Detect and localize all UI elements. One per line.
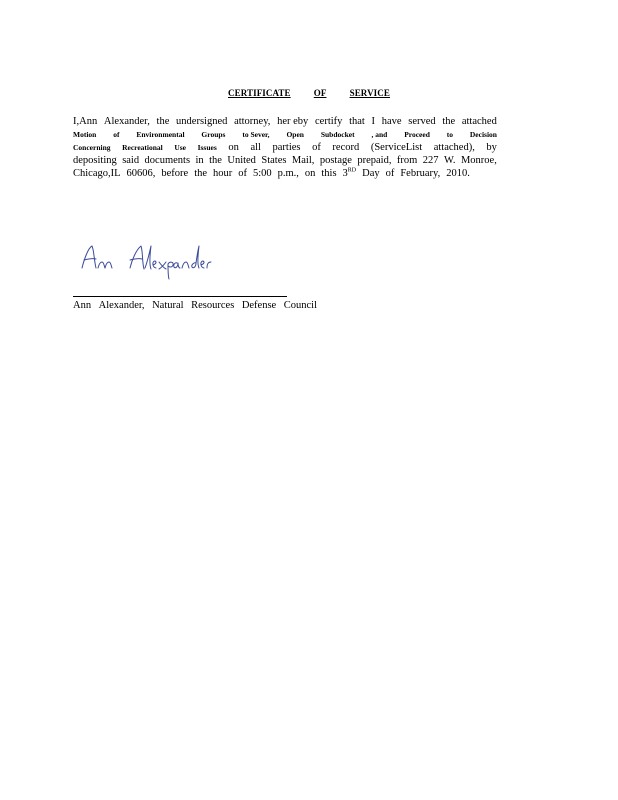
word: Issues bbox=[197, 143, 217, 152]
word: Council bbox=[283, 300, 317, 311]
word: the bbox=[156, 116, 170, 127]
signature-line bbox=[73, 296, 287, 297]
word: I,Ann bbox=[73, 116, 98, 127]
word: parties bbox=[272, 142, 301, 153]
word: the bbox=[442, 116, 456, 127]
title-word-certificate: CERTIFICATE bbox=[228, 88, 291, 98]
word: 60606, bbox=[126, 168, 156, 179]
word: attorney, bbox=[234, 116, 271, 127]
certificate-paragraph bbox=[73, 115, 497, 180]
word: served bbox=[408, 116, 436, 127]
word: Concerning bbox=[73, 143, 111, 152]
word: attached), bbox=[433, 142, 475, 153]
word: all bbox=[250, 142, 261, 153]
word: on bbox=[228, 142, 239, 153]
word: of bbox=[312, 142, 321, 153]
word: that bbox=[349, 116, 365, 127]
word: to bbox=[446, 130, 453, 139]
word: record bbox=[332, 142, 360, 153]
word: Groups bbox=[201, 130, 226, 139]
word: Proceed bbox=[404, 130, 430, 139]
word: depositing bbox=[73, 155, 117, 166]
paragraph-line-1 bbox=[73, 115, 497, 128]
word: of bbox=[113, 130, 120, 139]
word: Chicago,IL bbox=[73, 168, 121, 179]
word: 2010. bbox=[446, 168, 470, 179]
word: prepaid, bbox=[357, 155, 392, 166]
word: Open bbox=[286, 130, 304, 139]
word: Day bbox=[362, 168, 380, 179]
word: in bbox=[195, 155, 204, 166]
signatory-name bbox=[73, 300, 317, 311]
word: , and bbox=[371, 130, 388, 139]
word: Subdocket bbox=[320, 130, 355, 139]
word: on bbox=[304, 168, 316, 179]
word: W. bbox=[443, 155, 456, 166]
word: Mail, bbox=[291, 155, 315, 166]
word: Alexander, bbox=[98, 300, 145, 311]
word: 5:00 bbox=[252, 168, 272, 179]
word: Alexander, bbox=[103, 116, 150, 127]
word: said bbox=[122, 155, 140, 166]
word: Recreational bbox=[122, 143, 163, 152]
word: this bbox=[321, 168, 337, 179]
word: certify bbox=[315, 116, 343, 127]
handwritten-signature bbox=[78, 240, 218, 280]
word: from bbox=[396, 155, 418, 166]
page-title bbox=[228, 88, 390, 98]
word: (ServiceList bbox=[370, 142, 423, 153]
word: Motion bbox=[73, 130, 97, 139]
word: have bbox=[381, 116, 402, 127]
word: documents bbox=[144, 155, 191, 166]
word: attached bbox=[461, 116, 497, 127]
word: Ann bbox=[73, 300, 92, 311]
word: Use bbox=[174, 143, 187, 152]
word: her eby bbox=[277, 116, 309, 127]
word: hour bbox=[213, 168, 233, 179]
word: of bbox=[385, 168, 395, 179]
word: United bbox=[227, 155, 256, 166]
word: to Sever, bbox=[242, 130, 270, 139]
word: by bbox=[486, 142, 497, 153]
ordinal-suffix: RD bbox=[347, 167, 357, 174]
paragraph-line-3 bbox=[73, 141, 497, 154]
word: postage bbox=[319, 155, 352, 166]
paragraph-line-4 bbox=[73, 154, 497, 167]
word: Monroe, bbox=[460, 155, 497, 166]
word: February, bbox=[400, 168, 441, 179]
word: undersigned bbox=[176, 116, 228, 127]
word: Environmental bbox=[136, 130, 185, 139]
word: Natural bbox=[152, 300, 184, 311]
word: 227 bbox=[422, 155, 439, 166]
word: I bbox=[371, 116, 376, 127]
word: Defense bbox=[241, 300, 277, 311]
word: the bbox=[209, 155, 222, 166]
title-word-service: SERVICE bbox=[349, 88, 390, 98]
word: States bbox=[261, 155, 287, 166]
title-word-of: OF bbox=[313, 88, 327, 98]
paragraph-line-2 bbox=[73, 128, 497, 141]
word: before bbox=[161, 168, 189, 179]
word: Decision bbox=[469, 130, 497, 139]
word: the bbox=[194, 168, 208, 179]
word: of bbox=[238, 168, 247, 179]
word: p.m., bbox=[277, 168, 299, 179]
date-day: 3RD bbox=[342, 167, 357, 179]
word: Resources bbox=[191, 300, 235, 311]
paragraph-line-5 bbox=[73, 167, 470, 180]
